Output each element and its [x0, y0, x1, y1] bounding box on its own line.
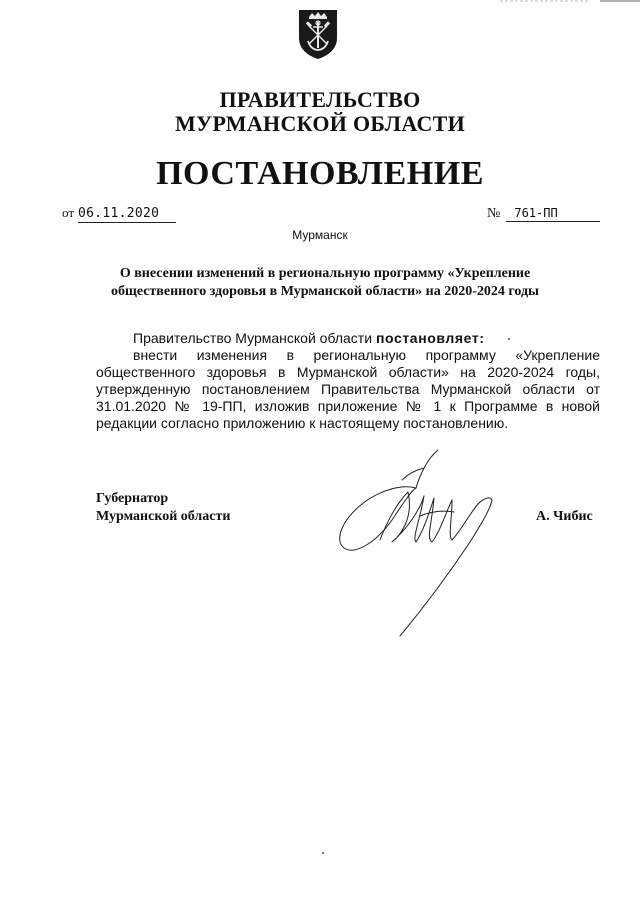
corner-scan-mark: [500, 0, 640, 6]
city-name: Мурманск: [292, 228, 348, 242]
document-date: [62, 205, 176, 223]
scan-speck: [322, 852, 324, 854]
date-value: 06.11.2020: [78, 206, 176, 223]
signer-title-line1: Губернатор: [96, 491, 169, 506]
document-type-title: ПОСТАНОВЛЕНИЕ: [156, 155, 484, 192]
subject-line1: О внесении изменений в региональную программу «Укрепление: [119, 266, 531, 281]
date-prefix: от: [62, 205, 75, 220]
lead-decree-word: постановляет:: [375, 330, 485, 346]
organization-title-line1: ПРАВИТЕЛЬСТВО: [219, 87, 421, 112]
signer-name: А. Чибис: [536, 509, 593, 524]
document-body: [96, 330, 600, 432]
document-number: [487, 205, 600, 222]
number-prefix: №: [487, 206, 501, 221]
lead-prefix: Правительство Мурманской области: [133, 330, 373, 346]
signer-title-line2: Мурманской области: [96, 509, 231, 524]
subject-line2: общественного здоровья в Мурманской области» на 2020-2024 годы: [111, 284, 539, 299]
body-paragraph: внести изменения в региональную программу «Укрепление общественного здоровья в Мурманской области» на 2020-2024 годы, утвержденную постановлением Правительства Мурманской области от 31.01.2020 № 19-ПП, изложив приложение № 1 к Программе в новой редакции согласно приложению к настоящему постановлению.: [96, 347, 600, 431]
document-subject: [100, 265, 550, 301]
organization-title-line2: МУРМАНСКОЙ ОБЛАСТИ: [174, 111, 466, 136]
body-lead: [96, 330, 600, 347]
coat-of-arms-icon: [297, 8, 339, 60]
handwritten-signature: [320, 440, 520, 650]
number-value: 761-ПП: [506, 205, 600, 222]
scan-speck: [508, 338, 510, 340]
signer-title: [96, 490, 230, 526]
